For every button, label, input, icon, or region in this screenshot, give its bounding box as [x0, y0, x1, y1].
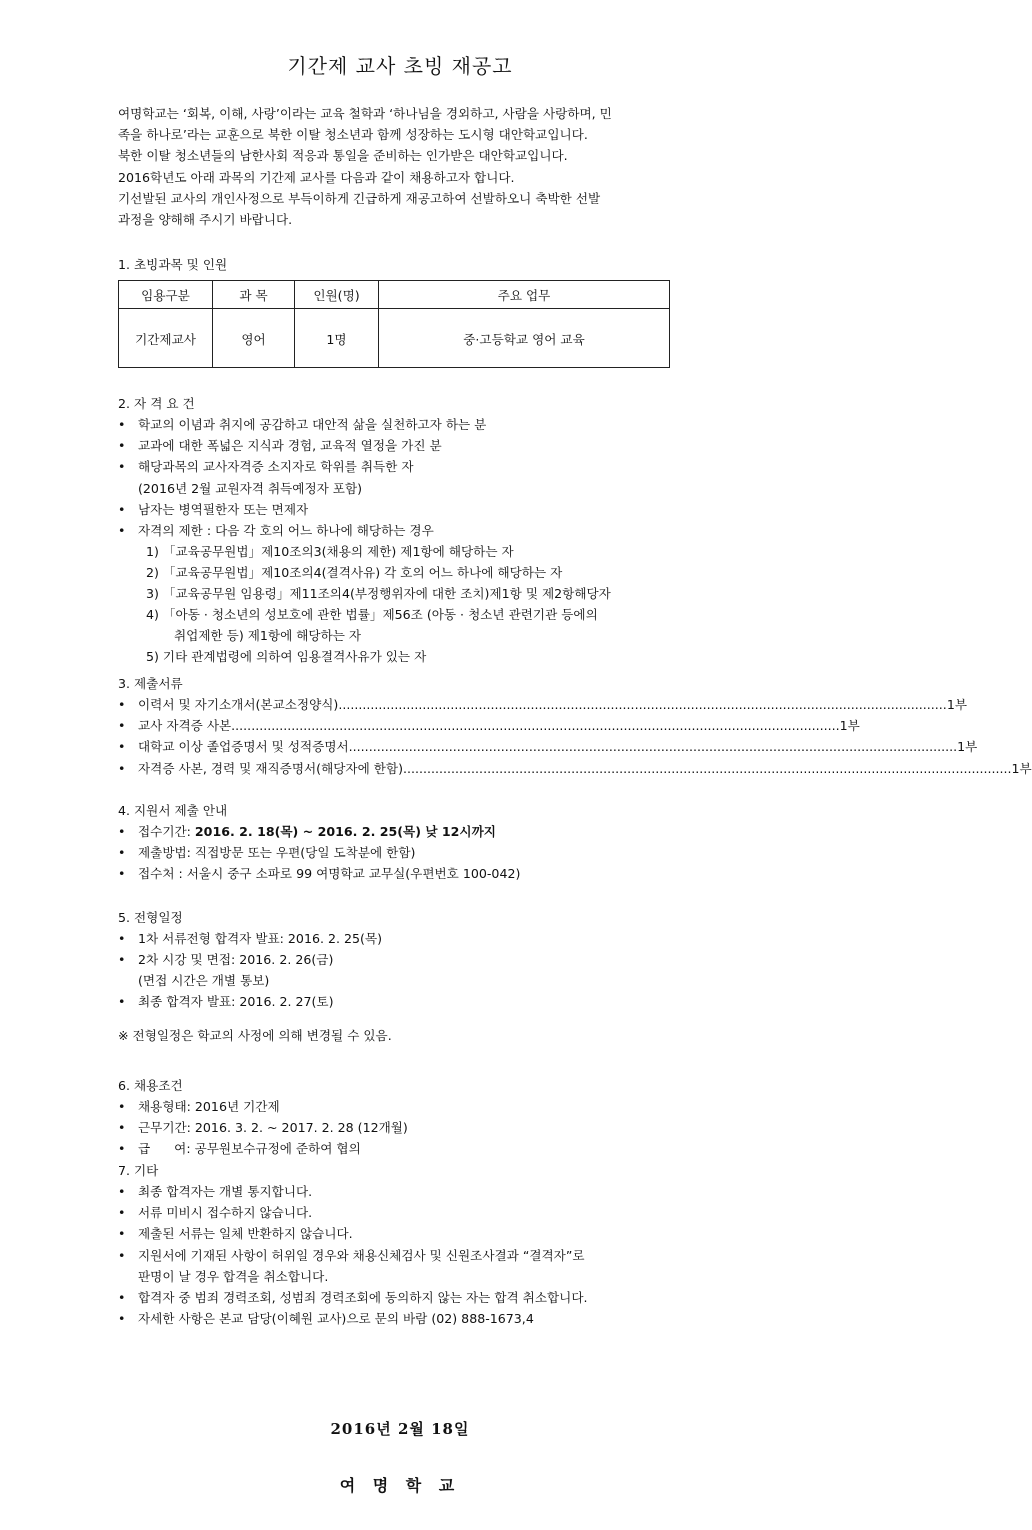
- section-heading: 1. 초빙과목 및 인원: [118, 257, 228, 272]
- list-item: • 근무기간: 2016. 3. 2. ~ 2017. 2. 28 (12개월): [118, 1117, 678, 1138]
- table-cell: 영어: [213, 309, 295, 368]
- list-item: • 교과에 대한 폭넓은 지식과 경험, 교육적 열정을 가진 분: [118, 435, 678, 456]
- list-item: • 최종 합격자 발표: 2016. 2. 27(토): [118, 991, 678, 1012]
- section-documents: [118, 673, 1032, 779]
- list-item: • 학교의 이념과 취지에 공감하고 대안적 삶을 실천하고자 하는 분: [118, 414, 678, 435]
- page-title: 기간제 교사 초빙 재공고: [287, 54, 513, 78]
- list-item: [118, 821, 678, 842]
- table-header-row: [119, 281, 670, 309]
- period-label: 접수기간:: [138, 824, 195, 839]
- leader-dots: ........................................................................................................................................................: [348, 739, 958, 755]
- list-item: • 급 여: 공무원보수규정에 준하여 협의: [118, 1138, 678, 1159]
- table-cell: 1명: [295, 309, 379, 368]
- list-item: • 1차 서류전형 합격자 발표: 2016. 2. 25(목): [118, 928, 678, 949]
- intro-paragraph: [118, 103, 678, 230]
- list-item: • 접수처 : 서울시 중구 소파로 99 여명학교 교무실(우편번호 100-042): [118, 863, 678, 884]
- section-heading: 3. 제출서류: [118, 676, 183, 691]
- period-value: 2016. 2. 18(목) ~ 2016. 2. 25(목) 낮 12시까지: [194, 824, 496, 839]
- list-item: • 남자는 병역필한자 또는 면제자: [118, 499, 678, 520]
- document-count: 1부: [957, 739, 978, 755]
- list-item: • 해당과목의 교사자격증 소지자로 학위를 취득한 자: [118, 456, 678, 477]
- document-item: [118, 694, 968, 715]
- document-name: • 교사 자격증 사본: [138, 718, 232, 734]
- list-item: • 제출된 서류는 일체 반환하지 않습니다.: [118, 1223, 678, 1244]
- numbered-item: 1) 「교육공무원법」제10조의3(채용의 제한) 제1항에 해당하는 자: [146, 543, 514, 559]
- list-item-continuation: (2016년 2월 교원자격 취득예정자 포함): [138, 480, 363, 496]
- table-header-cell: 주요 업무: [379, 281, 670, 309]
- section-heading: 6. 채용조건: [118, 1078, 183, 1093]
- notice-date: 2016년 2월 18일: [330, 1420, 470, 1438]
- intro-line: 족을 하나로’라는 교훈으로 북한 이탈 청소년과 함께 성장하는 도시형 대안학교입니다.: [118, 127, 588, 143]
- list-item: • 자세한 사항은 본교 담당(이혜원 교사)으로 문의 바람 (02) 888-1673,4: [118, 1308, 678, 1329]
- document-item: [118, 715, 860, 736]
- table-row: [119, 309, 670, 368]
- table-header-cell: 인원(명): [295, 281, 379, 309]
- list-item: • 서류 미비시 접수하지 않습니다.: [118, 1202, 678, 1223]
- section-schedule: [118, 907, 678, 1046]
- leader-dots: ........................................................................................................................................................: [403, 760, 1012, 776]
- document-count: 1부: [839, 718, 860, 734]
- table-header-cell: 임용구분: [119, 281, 213, 309]
- section-submission: [118, 800, 678, 885]
- list-item: • 지원서에 기재된 사항이 허위일 경우와 채용신체검사 및 신원조사결과 “결격자”로: [118, 1245, 678, 1266]
- numbered-item: 3) 「교육공무원 임용령」제11조의4(부정행위자에 대한 조치)제1항 및 제2항해당자: [146, 585, 611, 601]
- document-name: • 대학교 이상 졸업증명서 및 성적증명서: [138, 739, 349, 755]
- list-item-continuation: 판명이 날 경우 합격을 취소합니다.: [138, 1268, 329, 1284]
- list-item: • 채용형태: 2016년 기간제: [118, 1096, 678, 1117]
- section-heading: 5. 전형일정: [118, 910, 183, 925]
- leader-dots: ........................................................................................................................................................: [338, 696, 947, 712]
- leader-dots: ........................................................................................................................................................: [231, 718, 840, 734]
- intro-line: 과정을 양해해 주시기 바랍니다.: [118, 212, 293, 228]
- list-item: • 최종 합격자는 개별 통지합니다.: [118, 1181, 678, 1202]
- section-employment-terms: [118, 1075, 678, 1160]
- schedule-note: ※ 전형일정은 학교의 사정에 의해 변경될 수 있음.: [118, 1027, 392, 1043]
- list-item: • 제출방법: 직접방문 또는 우편(당일 도착분에 한함): [118, 842, 678, 863]
- list-item: • 합격자 중 범죄 경력조회, 성범죄 경력조회에 동의하지 않는 자는 합격 취소합니다.: [118, 1287, 678, 1308]
- section-heading: 4. 지원서 제출 안내: [118, 803, 228, 818]
- document-item: [118, 758, 1032, 779]
- intro-line: 2016학년도 아래 과목의 기간제 교사를 다음과 같이 채용하고자 합니다.: [118, 169, 515, 185]
- section-heading: 7. 기타: [118, 1163, 159, 1178]
- document-count: 1부: [946, 696, 968, 712]
- section-other: [118, 1160, 678, 1329]
- numbered-item: 5) 기타 관계법령에 의하여 임용결격사유가 있는 자: [146, 648, 427, 664]
- intro-line: 여명학교는 ‘회복, 이해, 사랑’이라는 교육 철학과 ‘하나님을 경외하고, 사람을 사랑하며, 민: [118, 106, 612, 121]
- section-recruitment: [118, 254, 678, 275]
- table-header-cell: 과 목: [213, 281, 295, 309]
- list-item-continuation: (면접 시간은 개별 통보): [138, 973, 270, 989]
- list-item: • 자격의 제한 : 다음 각 호의 어느 하나에 해당하는 경우: [118, 520, 678, 541]
- school-name: 여 명 학 교: [339, 1476, 461, 1495]
- document-name: • 자격증 사본, 경력 및 재직증명서(해당자에 한함): [138, 760, 403, 776]
- list-item: • 2차 시강 및 면접: 2016. 2. 26(금): [118, 949, 678, 970]
- numbered-item: 4) 「아동 · 청소년의 성보호에 관한 법률」제56조 (아동 · 청소년 관련기관 등에의: [146, 606, 598, 622]
- section-qualifications: [118, 393, 678, 667]
- numbered-item: 2) 「교육공무원법」제10조의4(결격사유) 각 호의 어느 하나에 해당하는 자: [146, 564, 563, 580]
- numbered-item-continuation: 취업제한 등) 제1항에 해당하는 자: [174, 627, 362, 643]
- document-count: 1부: [1011, 760, 1032, 776]
- table-cell: 기간제교사: [119, 309, 213, 368]
- intro-line: 기선발된 교사의 개인사정으로 부득이하게 긴급하게 재공고하여 선발하오니 축박한 선발: [118, 190, 601, 206]
- section-heading: 2. 자 격 요 건: [118, 396, 195, 411]
- recruitment-table: [118, 280, 670, 368]
- document-name: • 이력서 및 자기소개서(본교소정양식): [138, 696, 339, 712]
- document-item: [118, 736, 978, 757]
- intro-line: 북한 이탈 청소년들의 남한사회 적응과 통일을 준비하는 인가받은 대안학교입니다.: [118, 148, 568, 164]
- table-cell: 중·고등학교 영어 교육: [379, 309, 670, 368]
